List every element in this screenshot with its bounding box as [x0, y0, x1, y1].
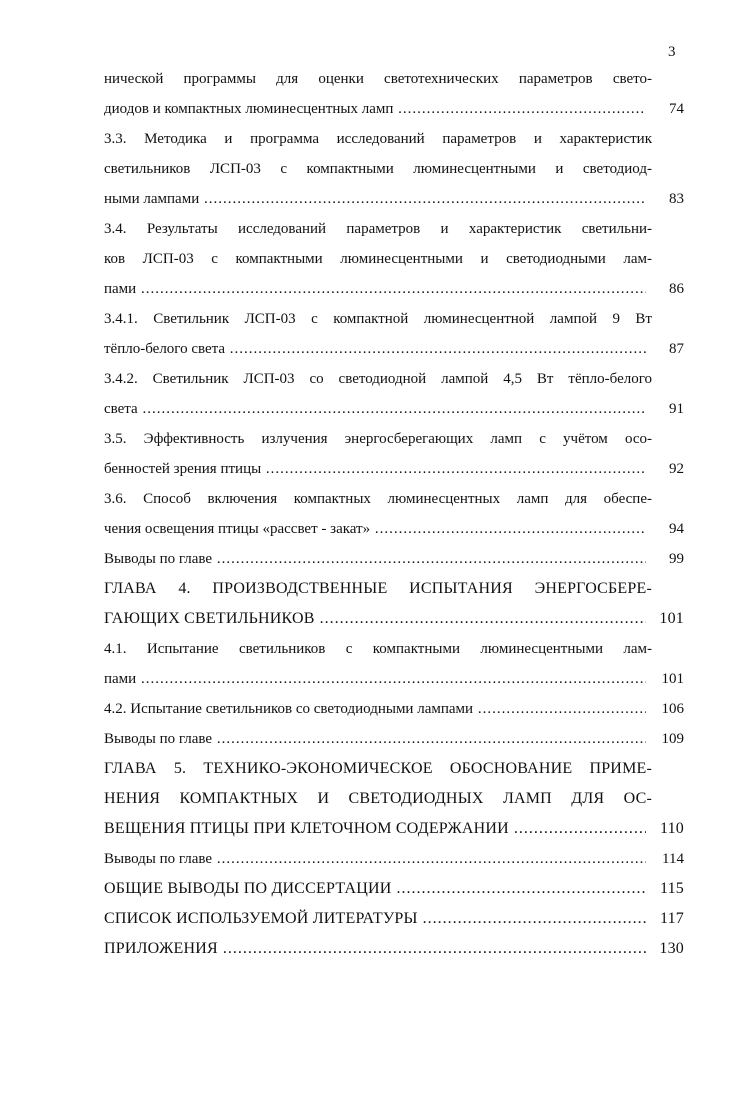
toc-entry-page-number: 86 [669, 281, 684, 297]
toc-entry-line: 3.4. Результаты исследований параметров и характеристик светильни- [104, 221, 652, 237]
toc-entry-leader [104, 454, 646, 484]
toc-entry-last-line [104, 274, 688, 304]
toc-entry-title: ОБЩИЕ ВЫВОДЫ ПО ДИССЕРТАЦИИ [104, 880, 392, 897]
toc-entry-line: ГЛАВА 4. ПРОИЗВОДСТВЕННЫЕ ИСПЫТАНИЯ ЭНЕРГОСБЕРЕ- [104, 580, 652, 597]
toc-entry-leader [104, 544, 646, 574]
toc-entry-last-line [104, 454, 688, 484]
toc-entry-title: Выводы по главе [104, 551, 213, 567]
toc-entry [104, 304, 688, 364]
toc-entry-last-line [104, 544, 688, 574]
toc-entry-title: пами [104, 671, 137, 687]
toc-entry-leader [104, 184, 646, 214]
toc-entry-last-line [104, 874, 688, 904]
toc-entry [104, 904, 688, 934]
toc-entry-leader [104, 694, 646, 724]
toc-entry [104, 694, 688, 724]
toc-entry [104, 724, 688, 754]
toc-entry-last-line [104, 604, 688, 634]
toc-entry-page-number: 101 [659, 610, 684, 627]
toc-entry [104, 634, 688, 694]
toc-entry-leader [104, 94, 646, 124]
toc-entry-last-line [104, 724, 688, 754]
toc-entry-page-number: 101 [661, 671, 684, 687]
toc-entry-leader [104, 274, 646, 304]
toc-entry-leader [104, 394, 646, 424]
toc-entry-title: ГАЮЩИХ СВЕТИЛЬНИКОВ [104, 610, 315, 627]
toc-entry-last-line [104, 94, 688, 124]
toc-entry-leader [104, 514, 646, 544]
toc-entry-page-number: 109 [661, 731, 684, 747]
toc-entry [104, 214, 688, 304]
toc-entry [104, 484, 688, 544]
toc-entry-line: нической программы для оценки светотехнических параметров свето- [104, 71, 652, 87]
toc-entry-line: ков ЛСП-03 с компактными люминесцентными и светодиодными лам- [104, 251, 652, 267]
toc-entry-line: 3.6. Способ включения компактных люминесцентных ламп для обеспе- [104, 491, 652, 507]
toc-entry-page-number: 117 [659, 910, 684, 927]
toc-entry [104, 844, 688, 874]
toc-entry [104, 544, 688, 574]
toc-entry-last-line [104, 904, 688, 934]
toc-entry-title: чения освещения птицы «рассвет - закат» [104, 521, 371, 537]
toc-entry-leader [104, 334, 646, 364]
toc-entry [104, 424, 688, 484]
toc-entry-title: диодов и компактных люминесцентных ламп [104, 101, 394, 117]
toc-entry-page-number: 114 [662, 851, 684, 867]
toc-entry [104, 874, 688, 904]
toc-entry-last-line [104, 934, 688, 964]
toc-entry [104, 364, 688, 424]
toc-entry-page-number: 110 [659, 820, 684, 837]
toc-entry-line: светильников ЛСП-03 с компактными люминесцентными и светодиод- [104, 161, 652, 177]
toc-entry-title: тёпло-белого света [104, 341, 226, 357]
toc-entry-line: ГЛАВА 5. ТЕХНИКО-ЭКОНОМИЧЕСКОЕ ОБОСНОВАНИЕ ПРИМЕ- [104, 760, 652, 777]
toc-entry-last-line [104, 394, 688, 424]
toc-entry-page-number: 87 [669, 341, 684, 357]
toc-entry-page-number: 106 [661, 701, 684, 717]
page-number: 3 [668, 44, 676, 60]
toc-entry-last-line [104, 514, 688, 544]
toc-entry-page-number: 92 [669, 461, 684, 477]
toc-entry-leader [104, 814, 646, 844]
toc-entry-line: 3.5. Эффективность излучения энергосберегающих ламп с учётом осо- [104, 431, 652, 447]
toc-entry-title: Выводы по главе [104, 731, 213, 747]
toc-entry-leader [104, 604, 646, 634]
toc-entry-line: 3.4.1. Светильник ЛСП-03 с компактной люминесцентной лампой 9 Вт [104, 311, 652, 327]
toc-entry-last-line [104, 184, 688, 214]
toc-entry-page-number: 99 [669, 551, 684, 567]
toc-entry-line: НЕНИЯ КОМПАКТНЫХ И СВЕТОДИОДНЫХ ЛАМП ДЛЯ ОС- [104, 790, 652, 807]
toc-entry-line: 4.1. Испытание светильников с компактными люминесцентными лам- [104, 641, 652, 657]
toc-entry-title: ВЕЩЕНИЯ ПТИЦЫ ПРИ КЛЕТОЧНОМ СОДЕРЖАНИИ [104, 820, 509, 837]
toc-entry-last-line [104, 334, 688, 364]
toc-entry-last-line [104, 664, 688, 694]
toc-entry [104, 574, 688, 634]
toc-entry-page-number: 91 [669, 401, 684, 417]
toc-entry-line: 3.3. Методика и программа исследований параметров и характеристик [104, 131, 652, 147]
toc-entry-page-number: 130 [659, 940, 684, 957]
table-of-contents [104, 64, 688, 964]
toc-entry-title: Выводы по главе [104, 851, 213, 867]
toc-entry-leader [104, 874, 646, 904]
toc-entry-title: света [104, 401, 138, 417]
toc-entry-leader [104, 724, 646, 754]
toc-entry-title: ными лампами [104, 191, 200, 207]
toc-entry-page-number: 74 [669, 101, 684, 117]
toc-entry-last-line [104, 814, 688, 844]
toc-entry [104, 124, 688, 214]
toc-entry [104, 934, 688, 964]
toc-entry-leader [104, 934, 646, 964]
toc-entry-page-number: 83 [669, 191, 684, 207]
toc-entry-last-line [104, 694, 688, 724]
toc-entry-title: пами [104, 281, 137, 297]
toc-entry [104, 754, 688, 844]
toc-entry-line: 3.4.2. Светильник ЛСП-03 со светодиодной лампой 4,5 Вт тёпло-белого [104, 371, 652, 387]
toc-entry-leader [104, 844, 646, 874]
toc-entry-page-number: 94 [669, 521, 684, 537]
toc-entry-title: СПИСОК ИСПОЛЬЗУЕМОЙ ЛИТЕРАТУРЫ [104, 910, 418, 927]
toc-entry-leader [104, 664, 646, 694]
toc-entry-title: бенностей зрения птицы [104, 461, 262, 477]
toc-entry-leader [104, 904, 646, 934]
toc-entry-last-line [104, 844, 688, 874]
toc-entry-title: ПРИЛОЖЕНИЯ [104, 940, 218, 957]
toc-entry [104, 64, 688, 124]
toc-entry-title: 4.2. Испытание светильников со светодиодными лампами [104, 701, 474, 717]
toc-entry-page-number: 115 [659, 880, 684, 897]
